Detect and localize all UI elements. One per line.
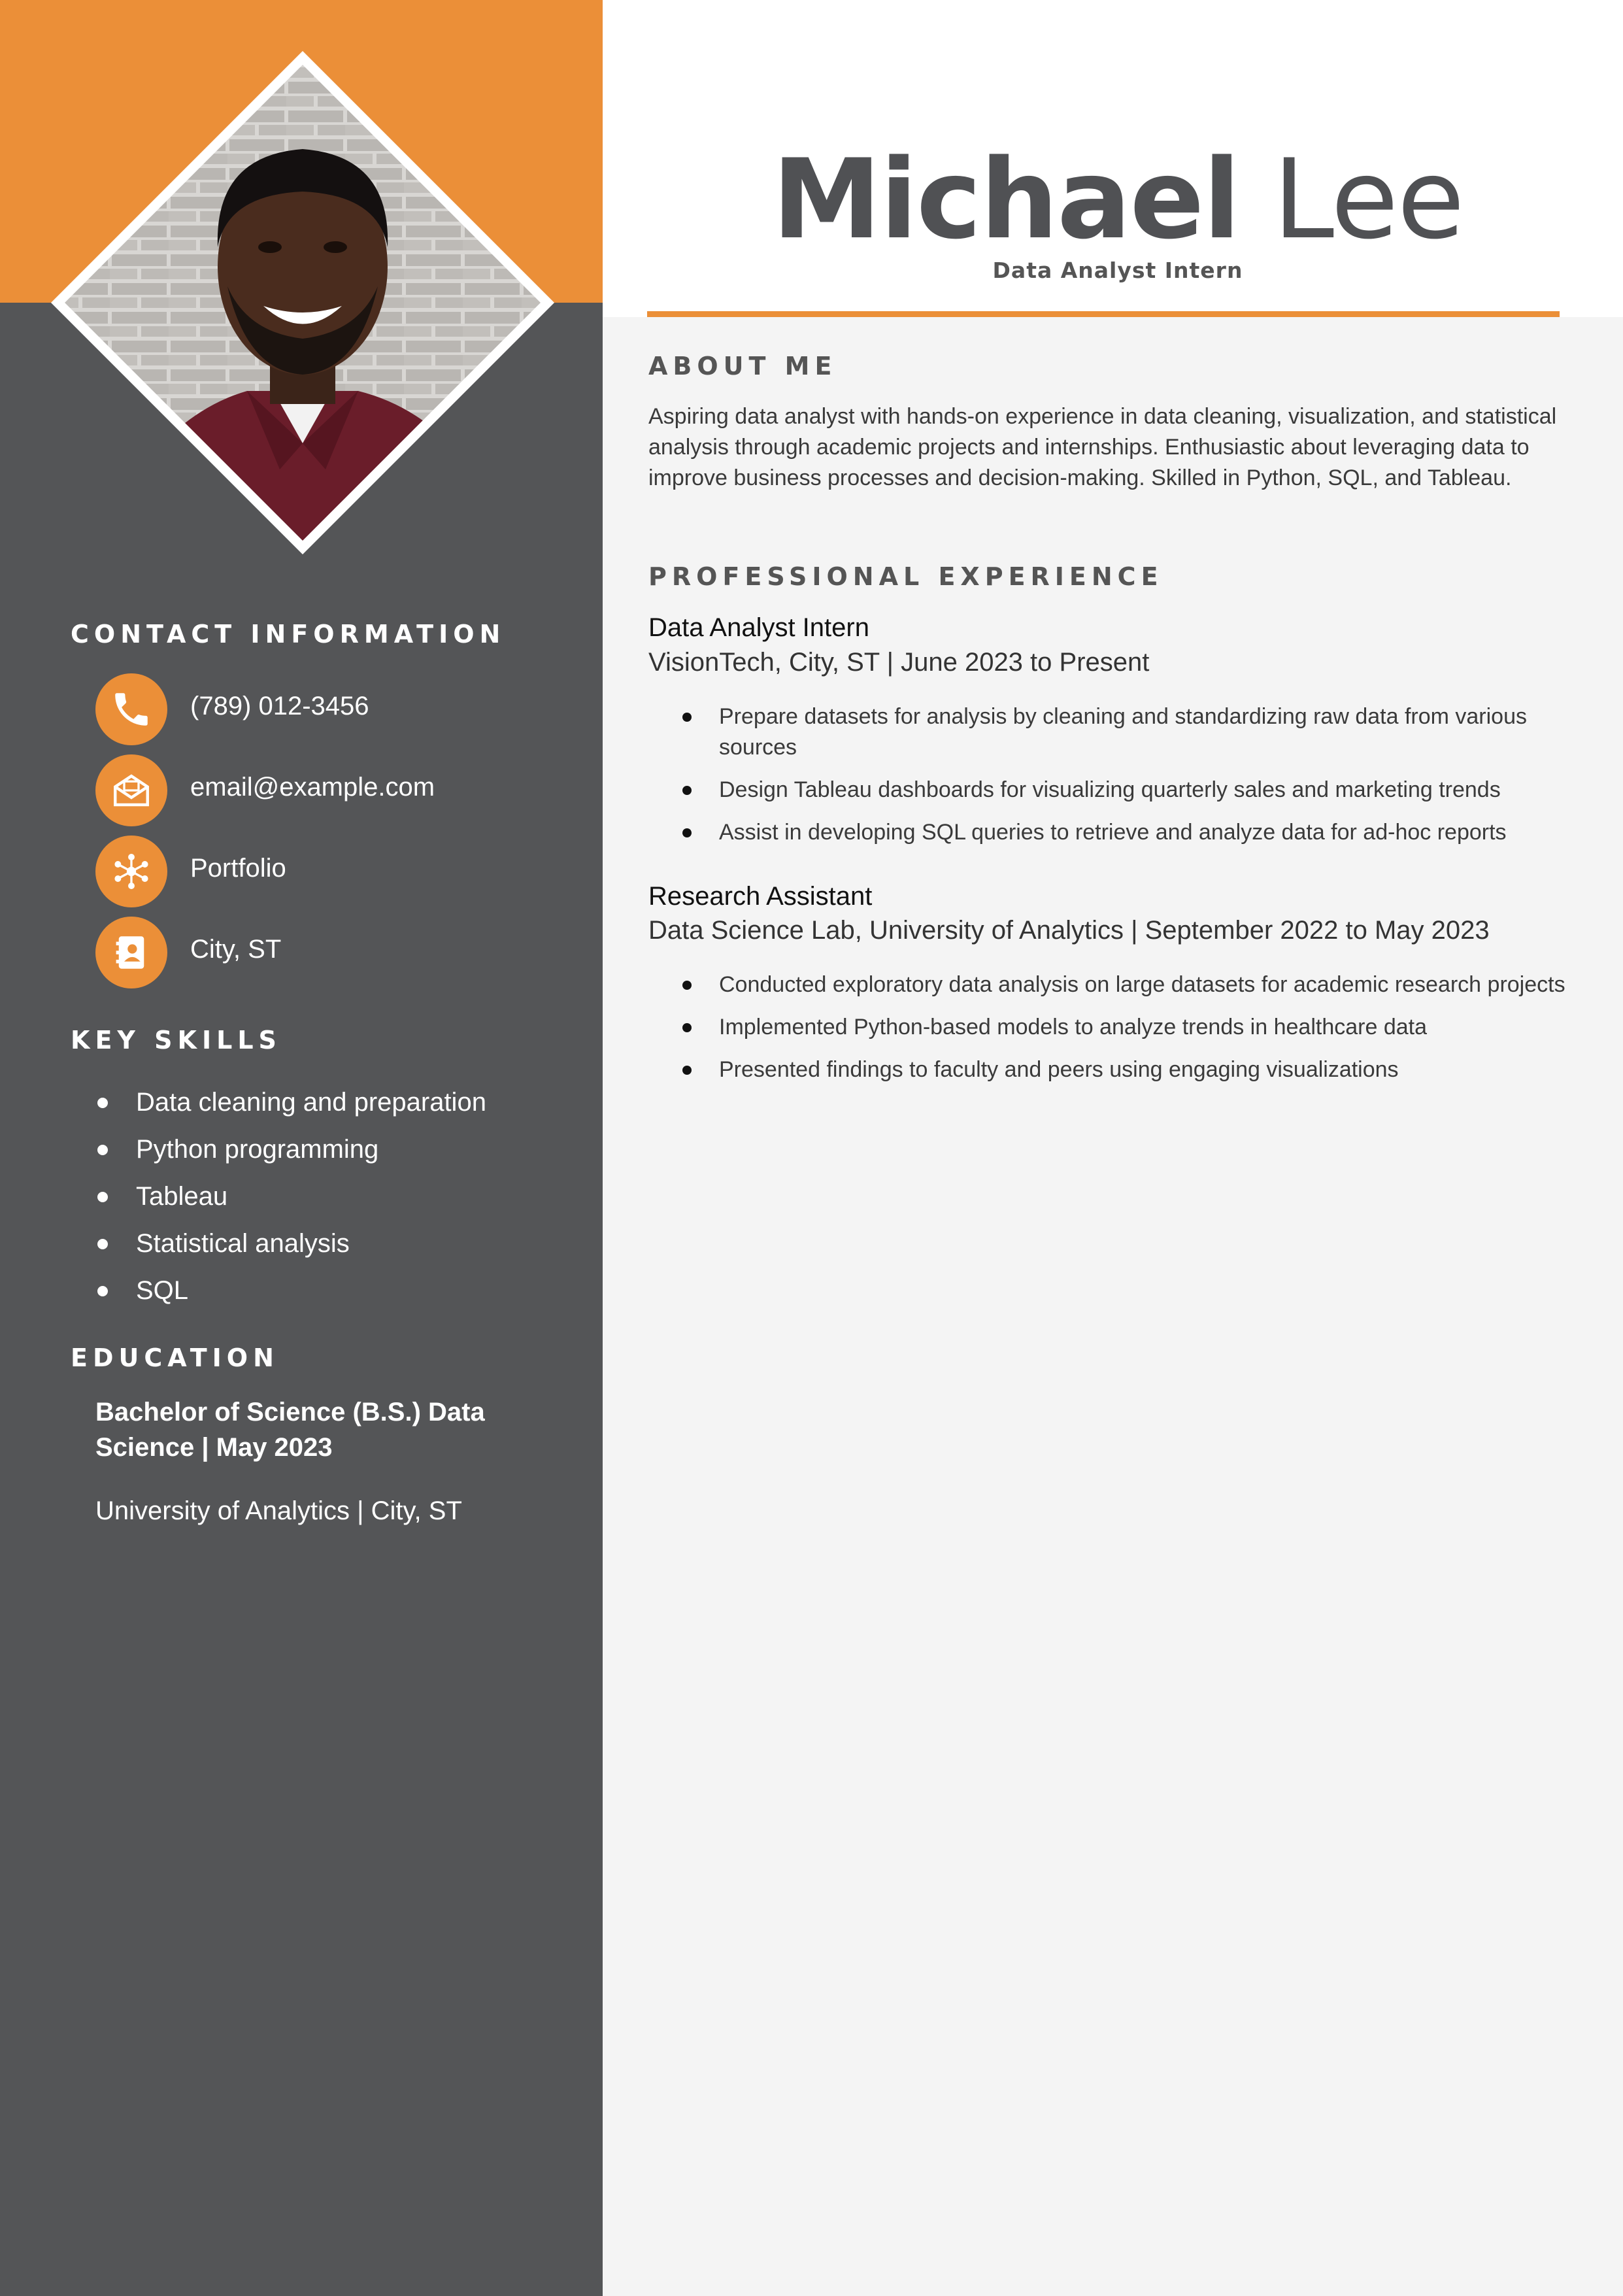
about-heading: ABOUT ME <box>648 352 837 380</box>
bullet-text: Presented findings to faculty and peers using engaging visualizations <box>719 1057 1399 1082</box>
skill-text: Python programming <box>136 1135 379 1164</box>
bullet-dot <box>682 786 692 795</box>
bullet-text: Design Tableau dashboards for visualizing quarterly sales and marketing trends <box>719 777 1501 802</box>
header-divider <box>647 311 1560 317</box>
phone-icon <box>95 673 167 745</box>
list-item <box>95 1220 486 1267</box>
about-text: Aspiring data analyst with hands-on experience in data cleaning, visualization, and statistical analysis through academic projects and internships. Enthusiastic about leveraging data to improve business processes and decision-making. Skilled in Python, SQL, and Tableau. <box>648 404 1557 490</box>
list-item <box>680 775 1595 805</box>
first-name: Michael <box>772 135 1240 263</box>
bullet-dot <box>682 1023 692 1032</box>
bullet-dot <box>97 1098 108 1108</box>
skill-text: Tableau <box>136 1182 228 1211</box>
email-text[interactable]: email@example.com <box>190 773 435 802</box>
list-item <box>95 1267 486 1314</box>
list-item <box>680 817 1595 848</box>
skill-text: Data cleaning and preparation <box>136 1088 486 1117</box>
skill-text: SQL <box>136 1276 189 1305</box>
profile-photo <box>51 51 554 554</box>
bullet-dot <box>97 1239 108 1249</box>
job-1-meta: VisionTech, City, ST | June 2023 to Present <box>648 648 1150 677</box>
portfolio-link[interactable]: Portfolio <box>190 854 286 883</box>
bullet-text: Conducted exploratory data analysis on large datasets for academic research projects <box>719 972 1565 997</box>
bullet-dot <box>682 981 692 990</box>
skills-list <box>95 1079 486 1314</box>
last-name: Lee <box>1273 135 1464 263</box>
list-item <box>95 1126 486 1173</box>
education-school: University of Analytics | City, ST <box>95 1496 462 1525</box>
skills-heading: KEY SKILLS <box>71 1026 282 1055</box>
job-1-title: Data Analyst Intern <box>648 613 869 642</box>
bullet-text: Implemented Python-based models to analyze trends in healthcare data <box>719 1015 1427 1039</box>
contact-heading: CONTACT INFORMATION <box>71 620 506 649</box>
location-text: City, ST <box>190 935 282 964</box>
education-heading: EDUCATION <box>71 1343 279 1372</box>
contact-email[interactable] <box>95 754 579 826</box>
list-item <box>680 1055 1595 1085</box>
address-book-icon <box>95 917 167 988</box>
job-2-title: Research Assistant <box>648 882 873 911</box>
experience-heading: PROFESSIONAL EXPERIENCE <box>648 562 1163 591</box>
contact-location <box>95 917 579 988</box>
list-item <box>680 970 1595 1000</box>
job-1-bullets <box>680 701 1595 848</box>
bullet-text: Assist in developing SQL queries to retrieve and analyze data for ad-hoc reports <box>719 820 1507 845</box>
phone-text: (789) 012-3456 <box>190 692 369 720</box>
bullet-dot <box>682 828 692 837</box>
job-title: Data Analyst Intern <box>992 258 1243 283</box>
bullet-dot <box>682 713 692 722</box>
job-2-bullets <box>680 970 1595 1085</box>
list-item <box>680 701 1595 763</box>
education-degree: Bachelor of Science (B.S.) Data Science | May 2023 <box>95 1398 485 1462</box>
job-2-meta: Data Science Lab, University of Analytics | September 2022 to May 2023 <box>648 916 1490 945</box>
bullet-dot <box>97 1192 108 1202</box>
list-item <box>95 1173 486 1220</box>
bullet-dot <box>97 1145 108 1155</box>
list-item <box>680 1012 1595 1043</box>
contact-phone <box>95 673 579 745</box>
candidate-name <box>647 135 1588 263</box>
contact-portfolio[interactable] <box>95 836 579 907</box>
envelope-icon <box>95 754 167 826</box>
skill-text: Statistical analysis <box>136 1229 350 1258</box>
bullet-dot <box>682 1066 692 1075</box>
bullet-text: Prepare datasets for analysis by cleaning and standardizing raw data from various sources <box>719 704 1528 760</box>
network-icon <box>95 836 167 907</box>
bullet-dot <box>97 1286 108 1296</box>
list-item <box>95 1079 486 1126</box>
